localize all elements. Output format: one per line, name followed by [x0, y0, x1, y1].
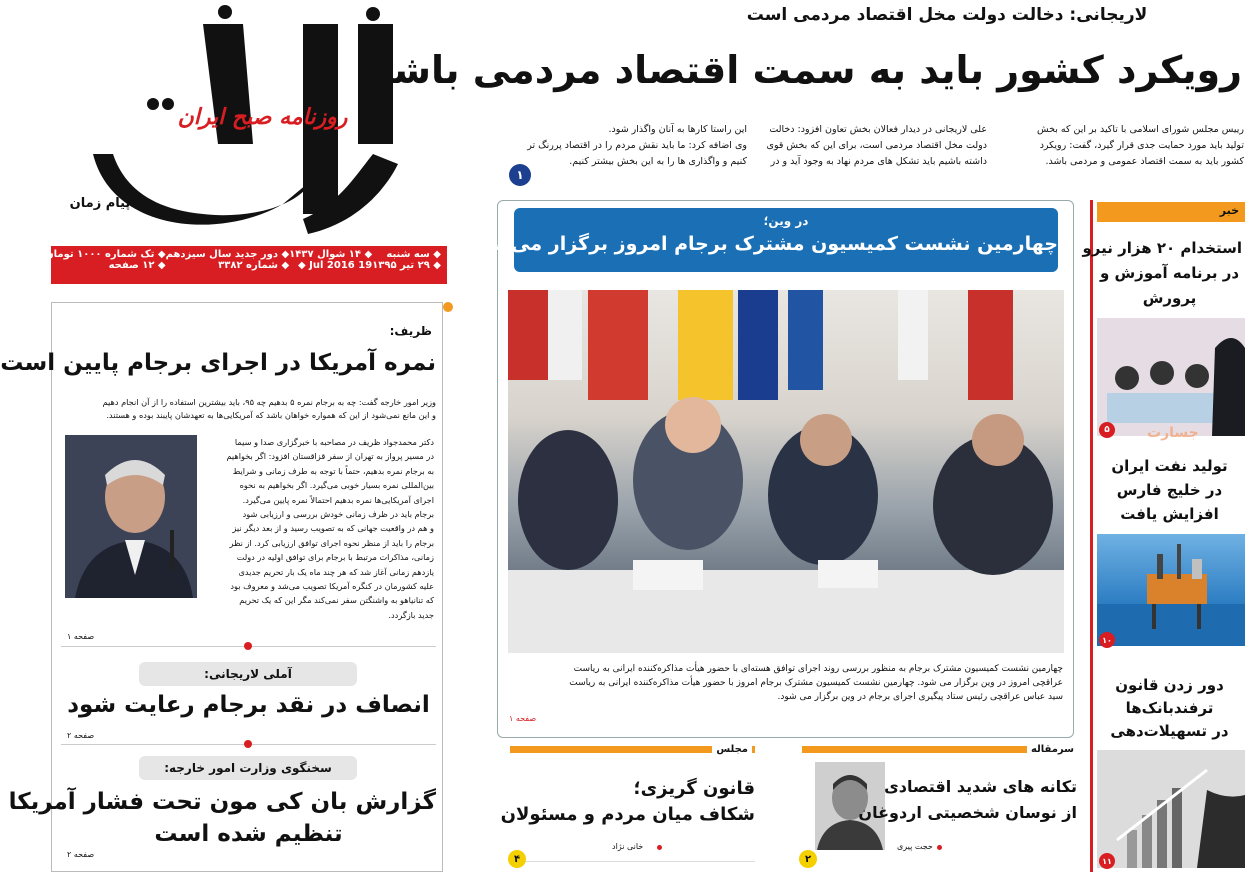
divider-1-dot [244, 642, 252, 650]
story1-photo [65, 435, 197, 598]
sidebar-watermark: جسارت [1147, 425, 1199, 441]
divider-2-dot [244, 740, 252, 748]
bank-chart-photo [1097, 750, 1245, 868]
story1-page-ref: صفحه ۱ [67, 632, 95, 641]
box-editorial [797, 746, 1082, 870]
story3-page-ref: صفحه ۲ [67, 850, 95, 859]
left-column-top-dot [443, 302, 453, 312]
sidebar-item2-badge: ۱۰ [1099, 632, 1115, 648]
box-editorial-headline: تکانه های شدید اقتصادی از نوسان شخصیتی اردوغان [858, 777, 1077, 822]
box-editorial-section: سرمقاله [1027, 744, 1078, 755]
box-majlis-bottom-rule [510, 861, 755, 862]
sidebar-item1-headline: استخدام ۲۰ هزار نیرو در برنامه آموزش و پرورش [1082, 239, 1242, 307]
story3-kicker: سخنگوی وزارت امور خارجه: [139, 756, 357, 780]
sidebar-item3-headline: دور زدن قانون ترفندبانک‌ها در تسهیلات‌دهی [1110, 676, 1229, 740]
oil-platform-photo [1097, 534, 1245, 646]
story2-headline: انصاف در نقد برجام رعایت شود [67, 692, 430, 718]
feature-kicker: در وین؛ [763, 214, 809, 228]
story1-body: دکتر محمدجواد ظریف در مصاحبه با خبرگزاری صدا و سیما در مسیر پرواز به تهران از سفر قزاقستان افزود: اگر بخواهیم به برجام نمره بدهیم، حتماً با توجه به طرف زمانی و شرایط بین‌المللی نمره بسیار خوبی می‌گیرد. اگر بخواهیم به نحوه اجرای آمریکایی‌ها نمره بدهیم احتمالاً نمره پایین می‌گیرد. برجام باید در ظرف زمانی خودش بررسی و ارزیابی شود و هم در واقعیت جهانی که به تصویب رسید و از بعد دیگر نیز برجام را باید از منظر نحوه اجرای توافق ارزیابی کرد. از نظر زمانی، مذاکرات مرتبط با برجام برای توافق اولیه در دولت یازدهم زمانی آغاز شد که هر چند ماه یک بار تحریم جدیدی علیه کشورمان در کنگره آمریکا تصویب می‌شد و معروف بود که تنانیاهو به واشنگتن سفر نمی‌کند مگر این که یک تحریم جدید بازگردد. [226, 437, 434, 620]
story1-headline: نمره آمریکا در اجرای برجام پایین است [0, 350, 436, 376]
masthead-tagline: روزنامه صبح ایران [177, 104, 348, 130]
dateline-hijri: ◆ ۱۴ شوال ۱۴۳۷ 19 Jul 2016 ◆ [289, 249, 373, 271]
feature-photo-graphic [508, 290, 1064, 653]
feature-page-ref: صفحه ۱ [509, 714, 537, 723]
box-majlis-author-dot [657, 845, 662, 850]
sidebar-header [1097, 202, 1245, 222]
sidebar-section-label: خبر [1219, 204, 1239, 217]
classroom-photo [1097, 318, 1245, 436]
box-majlis-page-badge: ۴ [508, 850, 526, 868]
sidebar-red-stripe [1090, 200, 1093, 872]
dateline-price: ◆ تک شماره ۱۰۰۰ تومان ◆ ۱۲ صفحه [45, 249, 166, 271]
box-majlis-author: خانی نژاد [612, 842, 644, 851]
zarif-portrait [65, 435, 197, 598]
feature-headline: چهارمین نشست کمیسیون مشترک برجام امروز برگزار می شود [464, 233, 1058, 255]
feature-photo [508, 290, 1064, 653]
sidebar-item2-photo [1097, 534, 1245, 646]
story1-lead: وزیر امور خارجه گفت: چه به برجام نمره ۵ بدهیم چه ۹۵، باید بیشترین استفاده را از آن انجام دهیم و این مانع نمی‌شود از این که همواره خواهان باشد که آمریکایی‌ها به تعهدشان پایبند بوده و هستند. [102, 397, 436, 420]
main-col3: این راستا کارها به آنان واگذار شود. وی اضافه کرد: ما باید نقش مردم را در اقتصاد پررنگ تر کنیم و واگذاری ها را به این بخش بیشتر کنیم. [527, 124, 747, 167]
main-col1: رییس مجلس شورای اسلامی با تاکید بر این که بخش تولید باید مورد حمایت جدی قرار گیرد، گفت: رویکرد کشور باید به سمت اقتصاد عمومی و مردمی باشد. [1036, 124, 1244, 167]
sidebar-item3-photo [1097, 750, 1245, 868]
story1-kicker: ظریف: [389, 324, 432, 338]
dateline-day: ◆ سه شنبه ◆ ۲۹ تیر ۱۳۹۵ [372, 249, 441, 271]
main-page-badge: ۱ [509, 164, 531, 186]
feature-banner [464, 208, 1058, 272]
box-majlis-headline: قانون گریزی؛ شکاف میان مردم و مسئولان [500, 778, 755, 825]
dateline-bar [45, 246, 447, 284]
main-headline: رویکرد کشور باید به سمت اقتصاد مردمی باشد [371, 48, 1242, 92]
box-majlis-section: مجلس [712, 744, 752, 755]
masthead-logo-text: پیام زمان [69, 196, 131, 211]
box-majlis [502, 746, 760, 870]
sidebar-item2-headline: تولید نفت ایران در خلیج فارس افزایش یافت [1111, 457, 1228, 523]
feature-caption: چهارمین نشست کمیسیون مشترک برجام به منظور بررسی روند اجرای توافق هسته‌ای با حضور هیأت مذاکره‌کننده ایرانی به ریاست عراقچی امروز در وین برگزار می شود. چهارمین نشست کمیسیون مشترک برجام امروز با حضور هیأت مذاکره‌کننده ایرانی به ریاست سید عباس عراقچی رئیس ستاد پیگیری اجرای برجام در وین برگزار می شود. [569, 664, 1063, 702]
box-editorial-page-badge: ۲ [799, 850, 817, 868]
dateline-issue: ◆ دور جدید سال سیزدهم ◆ شماره ۳۳۸۲ [165, 249, 290, 271]
story2-kicker: آملی لاریجانی: [139, 662, 357, 686]
sidebar-item3-badge: ۱۱ [1099, 853, 1115, 869]
main-kicker: لاریجانی: دخالت دولت مخل اقتصاد مردمی است [746, 5, 1148, 25]
story3-headline: گزارش بان کی مون تحت فشار آمریکا تنظیم شده است [8, 789, 436, 847]
box-editorial-author-dot [937, 845, 942, 850]
main-col2: علی لاریجانی در دیدار فعالان بخش تعاون افزود: دخالت دولت مخل اقتصاد مردمی است، برای این که بخش قوی داشته باشیم باید تشکل های مردم نهاد به وجود آید و در [766, 124, 987, 167]
masthead [47, 0, 452, 290]
box-editorial-author: حجت پیری [897, 842, 933, 851]
story2-page-ref: صفحه ۲ [67, 731, 95, 740]
sidebar-item1-badge: ۵ [1099, 422, 1115, 438]
sidebar-item1-photo [1097, 318, 1245, 436]
